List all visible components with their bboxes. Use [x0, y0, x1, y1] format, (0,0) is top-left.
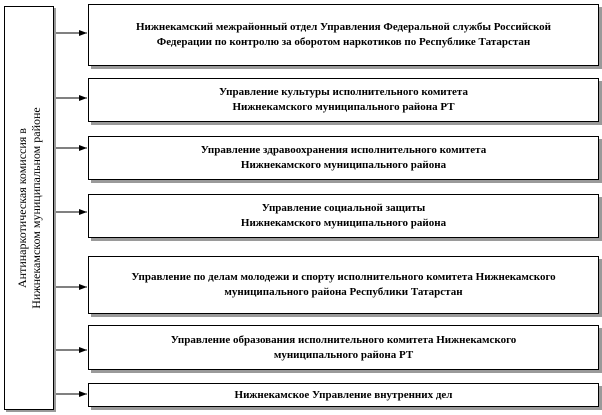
org-box-culture: [88, 78, 599, 122]
commission-label-line2: Нижнекамском муниципальном районе: [29, 107, 43, 309]
org-line: Нижнекамское Управление внутренних дел: [234, 388, 453, 401]
org-line: Управление культуры исполнительного комитета: [219, 86, 468, 98]
commission-label-line1: Антинаркотическая комиссия в: [15, 128, 29, 288]
org-box-social-protection: [88, 194, 599, 238]
org-line: Управление по делам молодежи и спорту исполнительного комитета Нижнекамского: [131, 271, 556, 283]
org-box-education: [88, 325, 599, 370]
org-box-youth-sports: [88, 256, 599, 314]
org-line: Нижнекамский межрайонный отдел Управления Федеральной службы Российской: [135, 21, 552, 33]
org-line: муниципального района Республики Татарстан: [224, 286, 463, 298]
org-line: Управление образования исполнительного комитета Нижнекамского: [170, 333, 517, 346]
org-line: Управление социальной защиты: [261, 202, 426, 214]
org-line: муниципального района РТ: [273, 348, 414, 361]
org-box-healthcare: [88, 136, 599, 180]
org-box-drug-control: [88, 4, 599, 66]
org-line: Нижнекамского муниципального района: [240, 217, 447, 229]
org-line: Федерации по контролю за оборотом наркотиков по Республике Татарстан: [156, 36, 531, 48]
org-line: Управление здравоохранения исполнительного комитета: [200, 144, 487, 156]
org-line: Нижнекамского муниципального района: [240, 159, 447, 171]
org-box-internal-affairs: [88, 383, 599, 407]
org-line: Нижнекамского муниципального района РТ: [232, 101, 455, 113]
